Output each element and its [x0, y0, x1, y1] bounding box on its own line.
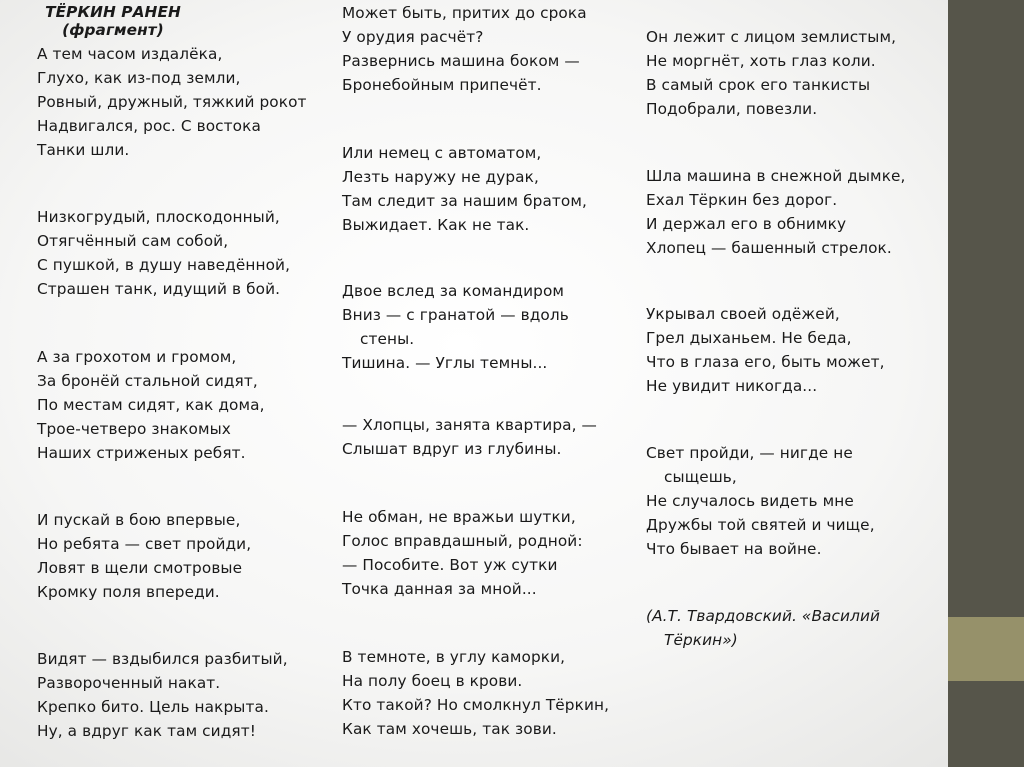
poem-credit	[646, 604, 880, 652]
verse-line: Шла машина в снежной дымке,	[646, 167, 906, 185]
verse-line: Что в глаза его, быть может,	[646, 353, 885, 371]
verse-line: В самый срок его танкисты	[646, 76, 871, 94]
verse-line: Тишина. — Углы темны...	[342, 354, 548, 372]
poem-title: ТЁРКИН РАНЕН	[45, 3, 181, 21]
credit-line-continuation: Тёркин»)	[664, 631, 738, 649]
verse-line: Или немец с автоматом,	[342, 144, 542, 162]
stanza	[646, 302, 885, 398]
stanza	[342, 141, 587, 237]
verse-line: Ловят в щели смотровые	[37, 559, 243, 577]
verse-line: И держал его в обнимку	[646, 215, 847, 233]
verse-line: И пускай в бою впервые,	[37, 511, 241, 529]
stanza	[342, 505, 583, 601]
verse-line: Низкогрудый, плоскодонный,	[37, 208, 280, 226]
verse-line: Танки шли.	[37, 141, 130, 159]
verse-line: Бронебойным припечёт.	[342, 76, 542, 94]
stanza	[342, 1, 587, 97]
verse-line: Ровный, дружный, тяжкий рокот	[37, 93, 307, 111]
poem-subtitle: (фрагмент)	[62, 21, 164, 39]
stanza	[37, 345, 265, 465]
verse-line: Укрывал своей одёжей,	[646, 305, 840, 323]
verse-line: Слышат вдруг из глубины.	[342, 440, 562, 458]
verse-line: Развороченный накат.	[37, 674, 221, 692]
verse-line: Не обман, не вражьи шутки,	[342, 508, 576, 526]
verse-line: Не моргнёт, хоть глаз коли.	[646, 52, 876, 70]
verse-line: Грел дыханьем. Не беда,	[646, 329, 852, 347]
verse-line: Выжидает. Как не так.	[342, 216, 530, 234]
verse-line: У орудия расчёт?	[342, 28, 484, 46]
verse-line-continuation: стены.	[360, 330, 415, 348]
verse-line: Не случалось видеть мне	[646, 492, 854, 510]
verse-line: Глухо, как из-под земли,	[37, 69, 241, 87]
verse-line: Кромку поля впереди.	[37, 583, 220, 601]
verse-line: Видят — вздыбился разбитый,	[37, 650, 288, 668]
stanza	[342, 645, 609, 741]
verse-line: А тем часом издалёка,	[37, 45, 223, 63]
verse-line: Ну, а вдруг как там сидят!	[37, 722, 256, 740]
verse-line: — Пособите. Вот уж сутки	[342, 556, 558, 574]
verse-line: Свет пройди, — нигде не	[646, 444, 853, 462]
verse-line: В темноте, в углу каморки,	[342, 648, 566, 666]
verse-line: Подобрали, повезли.	[646, 100, 818, 118]
verse-line: Может быть, притих до срока	[342, 4, 587, 22]
verse-line: Там следит за нашим братом,	[342, 192, 587, 210]
verse-line: Что бывает на войне.	[646, 540, 822, 558]
credit-line: (А.Т. Твардовский. «Василий	[646, 607, 881, 625]
verse-line: На полу боец в крови.	[342, 672, 523, 690]
verse-line: Трое-четверо знакомых	[37, 420, 231, 438]
verse-line: Точка данная за мной...	[342, 580, 537, 598]
verse-line-continuation: сыщешь,	[664, 468, 737, 486]
verse-line: Дружбы той святей и чище,	[646, 516, 875, 534]
verse-line: По местам сидят, как дома,	[37, 396, 265, 414]
verse-line: За бронёй стальной сидят,	[37, 372, 258, 390]
stanza	[646, 164, 906, 260]
verse-line: Ехал Тёркин без дорог.	[646, 191, 838, 209]
stanza	[37, 205, 290, 301]
sidebar-accent-block	[948, 617, 1024, 681]
stanza	[342, 279, 569, 375]
stanza	[342, 413, 597, 461]
verse-line: Лезть наружу не дурак,	[342, 168, 539, 186]
stanza	[646, 25, 896, 121]
stanza	[37, 647, 288, 743]
stanza	[646, 441, 875, 561]
verse-line: Но ребята — свет пройди,	[37, 535, 252, 553]
verse-line: Надвигался, рос. С востока	[37, 117, 261, 135]
verse-line: Как там хочешь, так зови.	[342, 720, 557, 738]
verse-line: Наших стриженых ребят.	[37, 444, 246, 462]
verse-line: Хлопец — башенный стрелок.	[646, 239, 892, 257]
verse-line: Он лежит с лицом землистым,	[646, 28, 897, 46]
verse-line: Страшен танк, идущий в бой.	[37, 280, 281, 298]
verse-line: Вниз — с гранатой — вдоль	[342, 306, 569, 324]
poem-title-block	[37, 3, 189, 39]
verse-line: А за грохотом и громом,	[37, 348, 237, 366]
stanza	[37, 508, 251, 604]
stanza	[37, 42, 307, 162]
verse-line: Кто такой? Но смолкнул Тёркин,	[342, 696, 610, 714]
verse-line: Отягчённый сам собой,	[37, 232, 229, 250]
verse-line: С пушкой, в душу наведённой,	[37, 256, 291, 274]
verse-line: Голос вправдашный, родной:	[342, 532, 583, 550]
verse-line: Крепко бито. Цель накрыта.	[37, 698, 269, 716]
verse-line: Развернись машина боком —	[342, 52, 580, 70]
verse-line: Двое вслед за командиром	[342, 282, 565, 300]
verse-line: Не увидит никогда...	[646, 377, 818, 395]
verse-line: — Хлопцы, занята квартира, —	[342, 416, 597, 434]
